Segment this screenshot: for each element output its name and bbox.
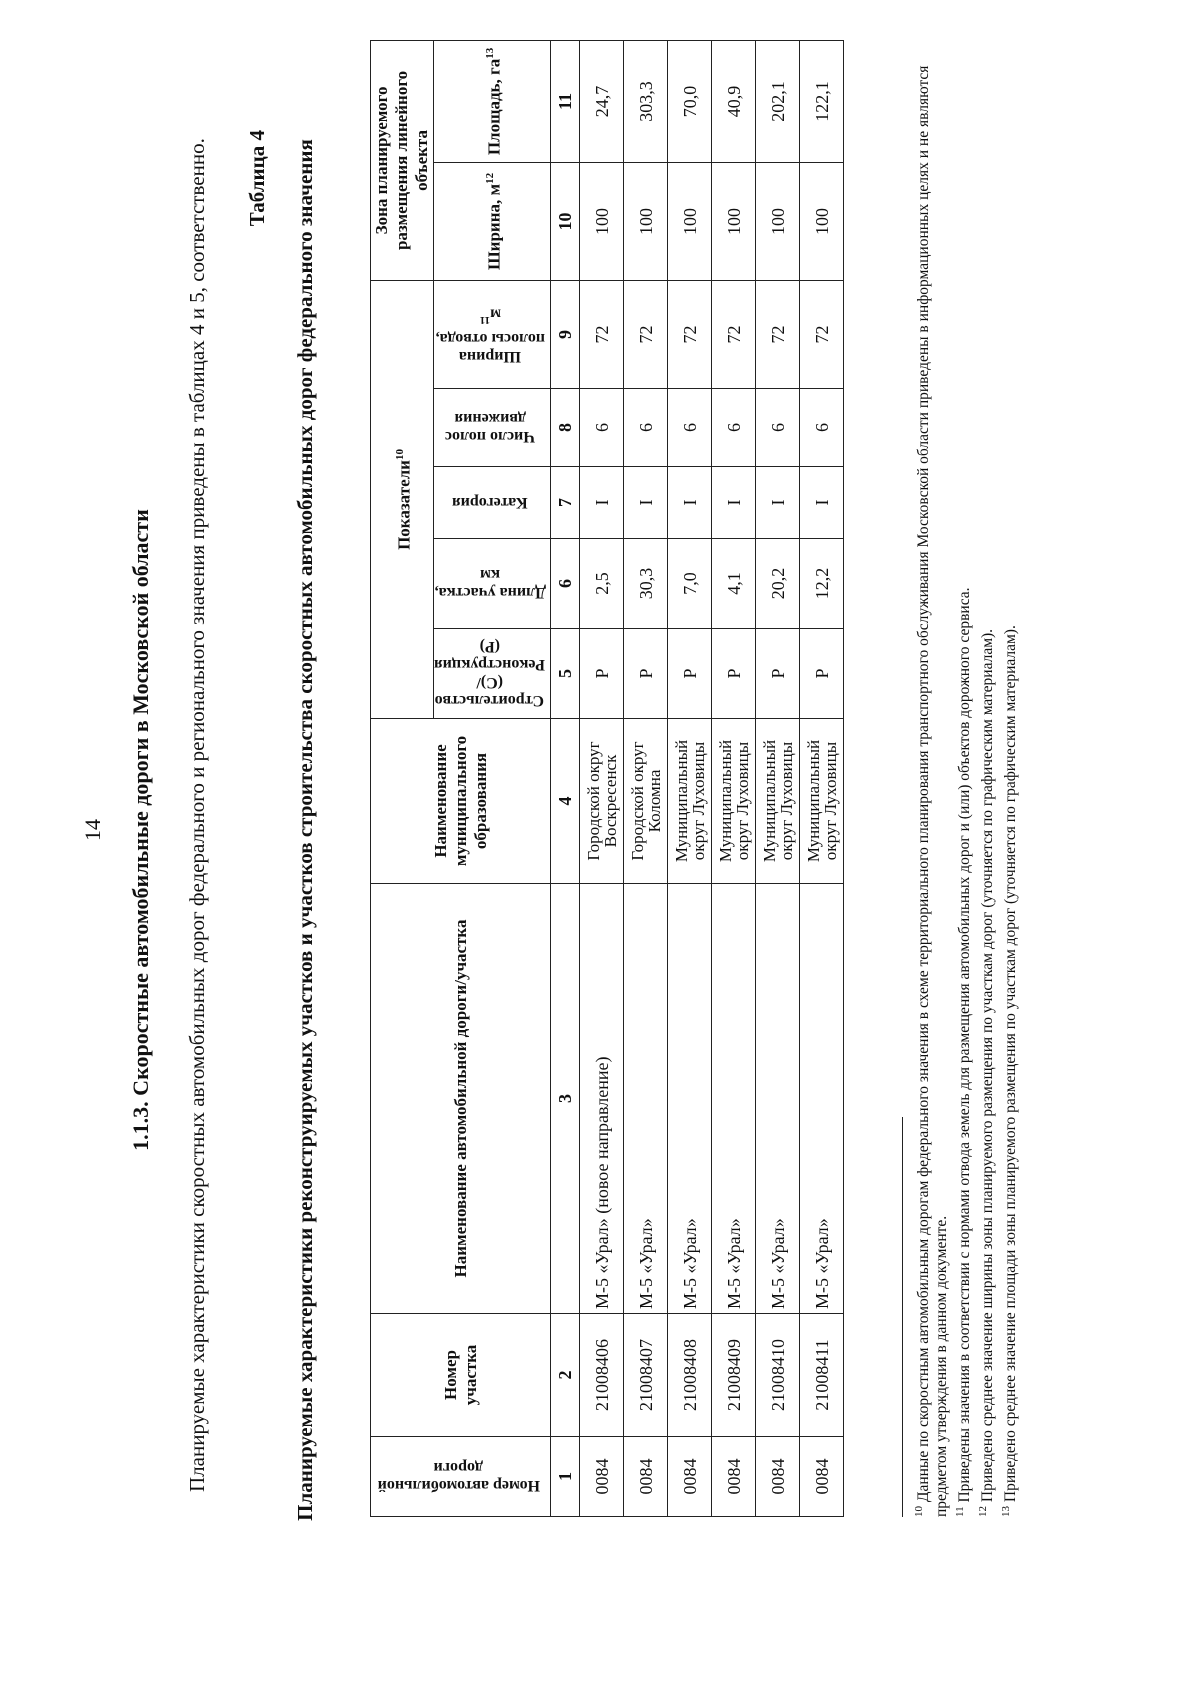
footnote: $^{11}$ Приведены значения в соответствии с нормами отвода земель для размещения автомобильных дорог и (или) объектов дорожного сервиса.: [954, 587, 974, 1517]
cell-length: 30,3: [624, 539, 668, 629]
header-construction-type: Строительство (С)/ Реконструкция (Р): [434, 629, 551, 719]
cell-zone-width: 100: [756, 162, 800, 280]
cell-row-width: 72: [712, 280, 756, 388]
cell-municipality: Городской округ Воскресенск: [580, 719, 624, 884]
column-number: 6: [551, 539, 580, 629]
cell-row-width: 72: [800, 280, 844, 388]
cell-lanes: 6: [580, 389, 624, 467]
cell-section-number: 21008406: [580, 1314, 624, 1437]
header-category: Категория: [434, 467, 551, 539]
cell-road-name: М-5 «Урал»: [624, 884, 668, 1314]
cell-road-number: 0084: [756, 1437, 800, 1517]
table-row: [800, 40, 844, 1516]
table-row: [624, 40, 668, 1516]
column-number: 8: [551, 389, 580, 467]
cell-length: 2,5: [580, 539, 624, 629]
cell-road-number: 0084: [800, 1437, 844, 1517]
cell-construction-type: Р: [668, 629, 712, 719]
cell-category: I: [712, 467, 756, 539]
cell-zone-width: 100: [800, 162, 844, 280]
cell-category: I: [756, 467, 800, 539]
cell-lanes: 6: [624, 389, 668, 467]
cell-length: 7,0: [668, 539, 712, 629]
cell-section-number: 21008411: [800, 1314, 844, 1437]
table-row: [756, 40, 800, 1516]
intro-paragraph: Планируемые характеристики скоростных автомобильных дорог федерального и регионального значения приведены в таблицах 4 и 5, соответственно.: [185, 138, 209, 1492]
cell-road-name: М-5 «Урал»: [800, 884, 844, 1314]
cell-zone-width: 100: [580, 162, 624, 280]
cell-zone-width: 100: [712, 162, 756, 280]
cell-section-number: 21008409: [712, 1314, 756, 1437]
cell-road-name: М-5 «Урал»: [668, 884, 712, 1314]
section-title: 1.1.3. Скоростные автомобильные дороги в Московской области: [128, 509, 153, 1151]
header-municipality: Наименование муниципального образования: [371, 719, 551, 884]
table-title: Планируемые характеристики реконструируемых участков и участков строительства скоростных автомобильных дорог федерального значения: [293, 139, 317, 1521]
cell-category: I: [800, 467, 844, 539]
cell-row-width: 72: [668, 280, 712, 388]
rotated-page: [0, 20, 1200, 1620]
header-indicators: Показатели$^{10}$: [371, 280, 434, 718]
cell-road-number: 0084: [712, 1437, 756, 1517]
header-road-name: Наименование автомобильной дороги/участка: [371, 884, 551, 1314]
cell-length: 12,2: [800, 539, 844, 629]
header-road-number: Номер автомобильной дороги: [371, 1437, 551, 1517]
cell-zone-area: 70,0: [668, 40, 712, 162]
cell-zone-area: 202,1: [756, 40, 800, 162]
column-number: 7: [551, 467, 580, 539]
cell-lanes: 6: [712, 389, 756, 467]
column-numbers-row: [551, 40, 580, 1516]
cell-municipality: Городской округ Коломна: [624, 719, 668, 884]
cell-length: 4,1: [712, 539, 756, 629]
table-label: Таблица 4: [245, 130, 269, 227]
header-zone-area: Площадь, $га^{13}$: [434, 40, 551, 162]
column-number: 11: [551, 40, 580, 162]
cell-municipality: Муниципальный округ Луховицы: [712, 719, 756, 884]
footnote-divider: [902, 1117, 903, 1517]
footnote: $^{10}$ Данные по скоростным автомобильным дорогам федерального значения в схеме территориального планирования транспортного обслуживания Московской области приведены в информационных целях и не являются предметом утверждения в данном документе.: [913, 65, 951, 1517]
cell-category: I: [668, 467, 712, 539]
column-number: 4: [551, 719, 580, 884]
cell-road-number: 0084: [580, 1437, 624, 1517]
column-number: 9: [551, 280, 580, 388]
cell-row-width: 72: [624, 280, 668, 388]
cell-category: I: [580, 467, 624, 539]
cell-municipality: Муниципальный округ Луховицы: [800, 719, 844, 884]
cell-construction-type: Р: [756, 629, 800, 719]
column-number: 2: [551, 1314, 580, 1437]
column-number: 10: [551, 162, 580, 280]
cell-road-number: 0084: [624, 1437, 668, 1517]
table-row: [580, 40, 624, 1516]
column-number: 5: [551, 629, 580, 719]
cell-lanes: 6: [668, 389, 712, 467]
cell-construction-type: Р: [800, 629, 844, 719]
header-section-number: Номер участка: [371, 1314, 551, 1437]
cell-zone-area: 24,7: [580, 40, 624, 162]
cell-row-width: 72: [756, 280, 800, 388]
cell-construction-type: Р: [712, 629, 756, 719]
cell-municipality: Муниципальный округ Луховицы: [756, 719, 800, 884]
footnotes: [910, 41, 1021, 1517]
cell-lanes: 6: [800, 389, 844, 467]
cell-zone-area: 40,9: [712, 40, 756, 162]
header-length: Длина участка, км: [434, 539, 551, 629]
cell-section-number: 21008407: [624, 1314, 668, 1437]
page-number: 14: [80, 819, 105, 841]
column-number: 3: [551, 884, 580, 1314]
cell-zone-width: 100: [668, 162, 712, 280]
header-zone: Зона планируемого размещения линейного объекта: [371, 40, 434, 280]
cell-road-name: М-5 «Урал»: [712, 884, 756, 1314]
roads-table: [370, 40, 844, 1517]
cell-lanes: 6: [756, 389, 800, 467]
header-zone-width: Ширина, $м^{12}$: [434, 162, 551, 280]
cell-construction-type: Р: [624, 629, 668, 719]
footnote: $^{13}$ Приведено среднее значение площади зоны планируемого размещения по участкам дорог (уточняется по графическим материалам).: [1000, 625, 1020, 1517]
cell-section-number: 21008408: [668, 1314, 712, 1437]
cell-row-width: 72: [580, 280, 624, 388]
cell-road-name: М-5 «Урал» (новое направление): [580, 884, 624, 1314]
column-number: 1: [551, 1437, 580, 1517]
cell-construction-type: Р: [580, 629, 624, 719]
footnote: $^{12}$ Приведено среднее значение ширины зоны планируемого размещения по участкам дорог (уточняется по графическим материалам).: [977, 628, 997, 1517]
header-row-width: Ширина полосы отвода, $м^{11}$: [434, 280, 551, 388]
cell-zone-width: 100: [624, 162, 668, 280]
cell-municipality: Муниципальный округ Луховицы: [668, 719, 712, 884]
cell-category: I: [624, 467, 668, 539]
header-lanes: Число полос движения: [434, 389, 551, 467]
cell-zone-area: 303,3: [624, 40, 668, 162]
table-row: [668, 40, 712, 1516]
table-row: [712, 40, 756, 1516]
cell-road-number: 0084: [668, 1437, 712, 1517]
cell-zone-area: 122,1: [800, 40, 844, 162]
cell-length: 20,2: [756, 539, 800, 629]
cell-road-name: М-5 «Урал»: [756, 884, 800, 1314]
cell-section-number: 21008410: [756, 1314, 800, 1437]
